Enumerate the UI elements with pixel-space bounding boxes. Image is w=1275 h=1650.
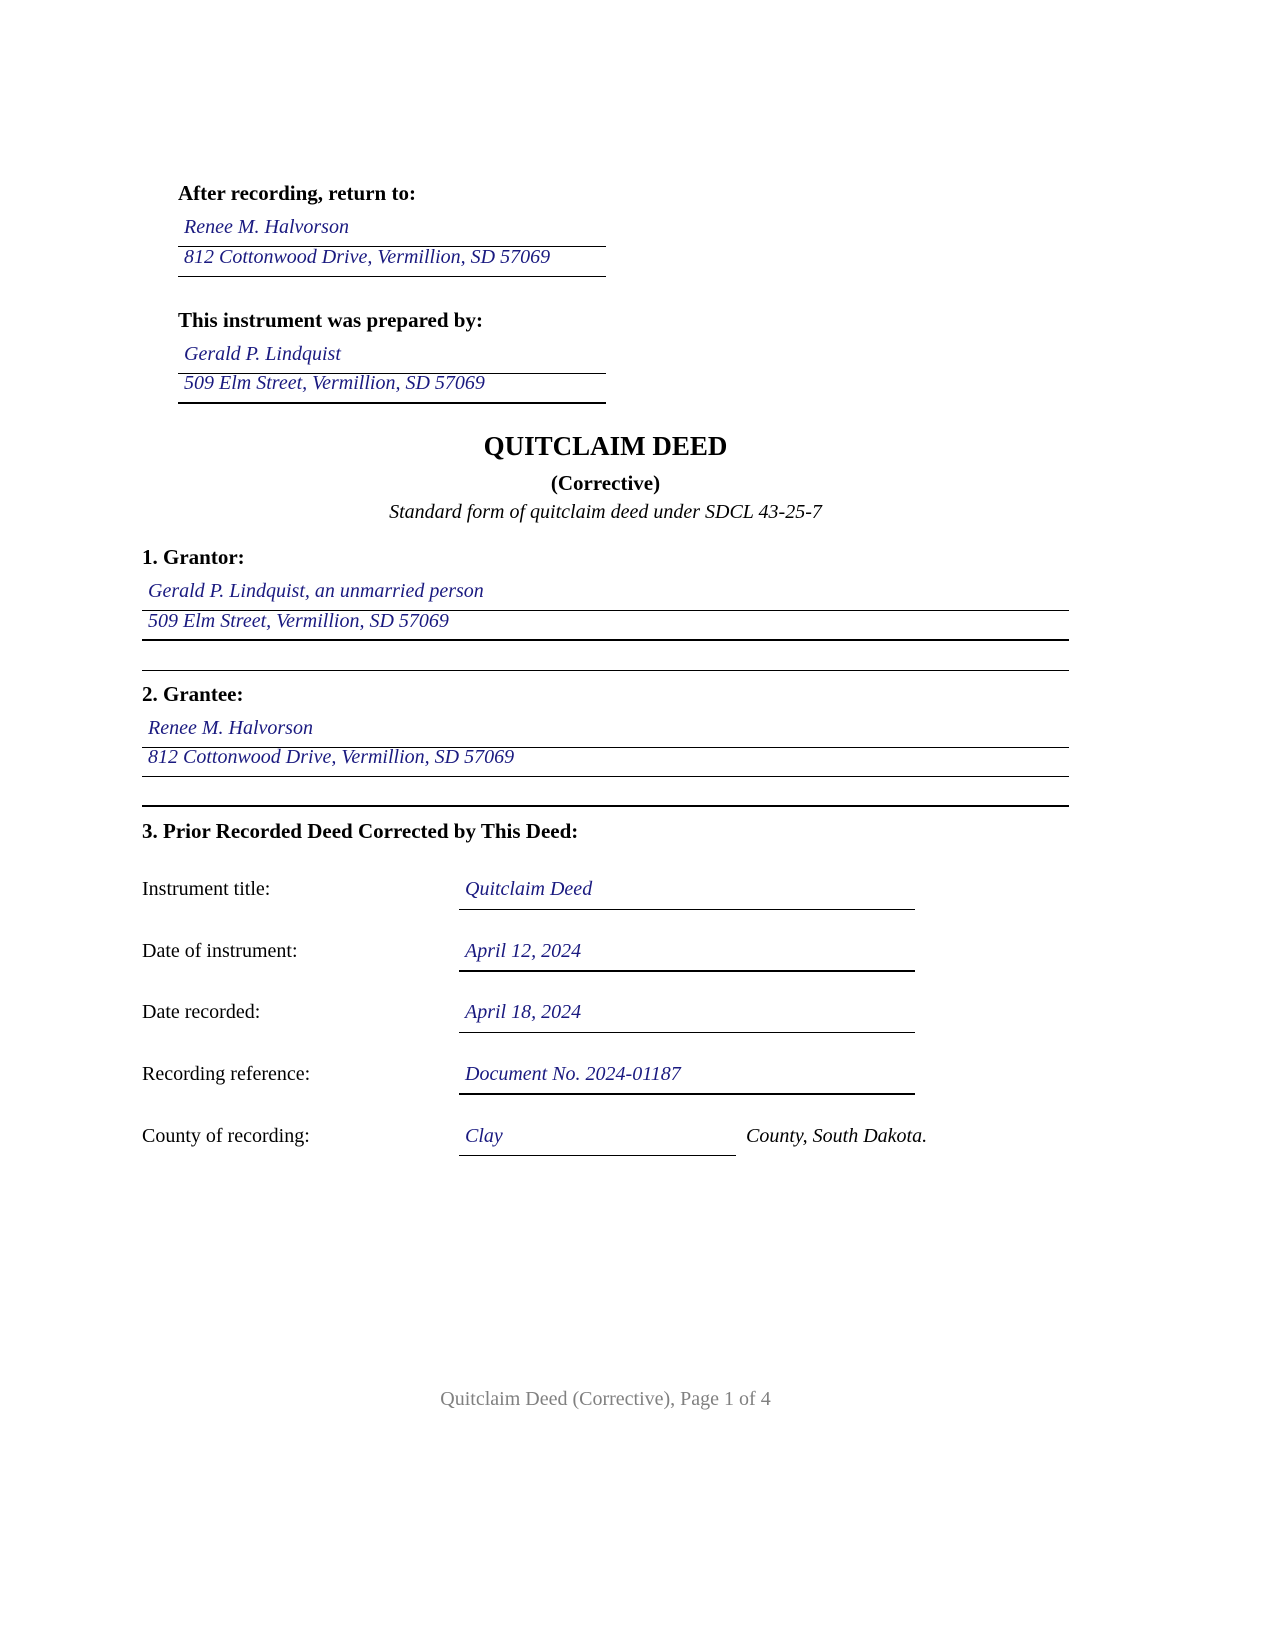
return-to-address: 812 Cottonwood Drive, Vermillion, SD 57069	[184, 246, 551, 268]
document-caption: Standard form of quitclaim deed under SDCL 43-25-7	[389, 501, 822, 523]
document-subtitle: (Corrective)	[550, 471, 661, 495]
date-of-instrument-label: Date of instrument:	[142, 940, 298, 962]
return-to-address-line	[178, 276, 606, 277]
date-recorded-line	[459, 1032, 915, 1033]
date-of-instrument-value: April 12, 2024	[465, 940, 582, 962]
county-of-recording-value: Clay	[465, 1125, 503, 1147]
grantor-rule-3	[142, 670, 1069, 671]
date-recorded-value: April 18, 2024	[465, 1001, 582, 1023]
grantee-line-1: Renee M. Halvorson	[148, 717, 313, 739]
prepared-by-address-line	[178, 402, 606, 404]
page-footer: Quitclaim Deed (Corrective), Page 1 of 4	[440, 1388, 771, 1410]
instrument-title-label: Instrument title:	[142, 878, 271, 900]
prepared-by-address: 509 Elm Street, Vermillion, SD 57069	[184, 372, 485, 394]
county-of-recording-label: County of recording:	[142, 1125, 310, 1147]
return-to-name: Renee M. Halvorson	[184, 216, 349, 238]
recording-reference-value: Document No. 2024-01187	[465, 1063, 681, 1085]
grantor-line-1: Gerald P. Lindquist, an unmarried person	[148, 580, 484, 602]
instrument-title-value: Quitclaim Deed	[465, 878, 593, 900]
return-to-heading: After recording, return to:	[178, 181, 416, 205]
instrument-title-line	[459, 909, 915, 910]
document-title: QUITCLAIM DEED	[483, 431, 728, 461]
date-of-instrument-line	[459, 970, 915, 972]
date-recorded-label: Date recorded:	[142, 1001, 261, 1023]
grantee-rule-2	[142, 776, 1069, 777]
recording-reference-line	[459, 1093, 915, 1095]
prior-deed-heading: 3. Prior Recorded Deed Corrected by This Deed:	[142, 819, 579, 843]
grantee-heading: 2. Grantee:	[142, 682, 244, 706]
prepared-by-name: Gerald P. Lindquist	[184, 343, 341, 365]
grantee-rule-3	[142, 805, 1069, 807]
recording-reference-label: Recording reference:	[142, 1063, 311, 1085]
grantee-line-2: 812 Cottonwood Drive, Vermillion, SD 57069	[148, 746, 515, 768]
county-suffix: County, South Dakota.	[746, 1125, 928, 1147]
grantor-rule-2	[142, 639, 1069, 641]
county-of-recording-line	[459, 1155, 736, 1156]
grantor-heading: 1. Grantor:	[142, 545, 245, 569]
prepared-by-heading: This instrument was prepared by:	[178, 308, 483, 332]
grantor-line-2: 509 Elm Street, Vermillion, SD 57069	[148, 610, 449, 632]
